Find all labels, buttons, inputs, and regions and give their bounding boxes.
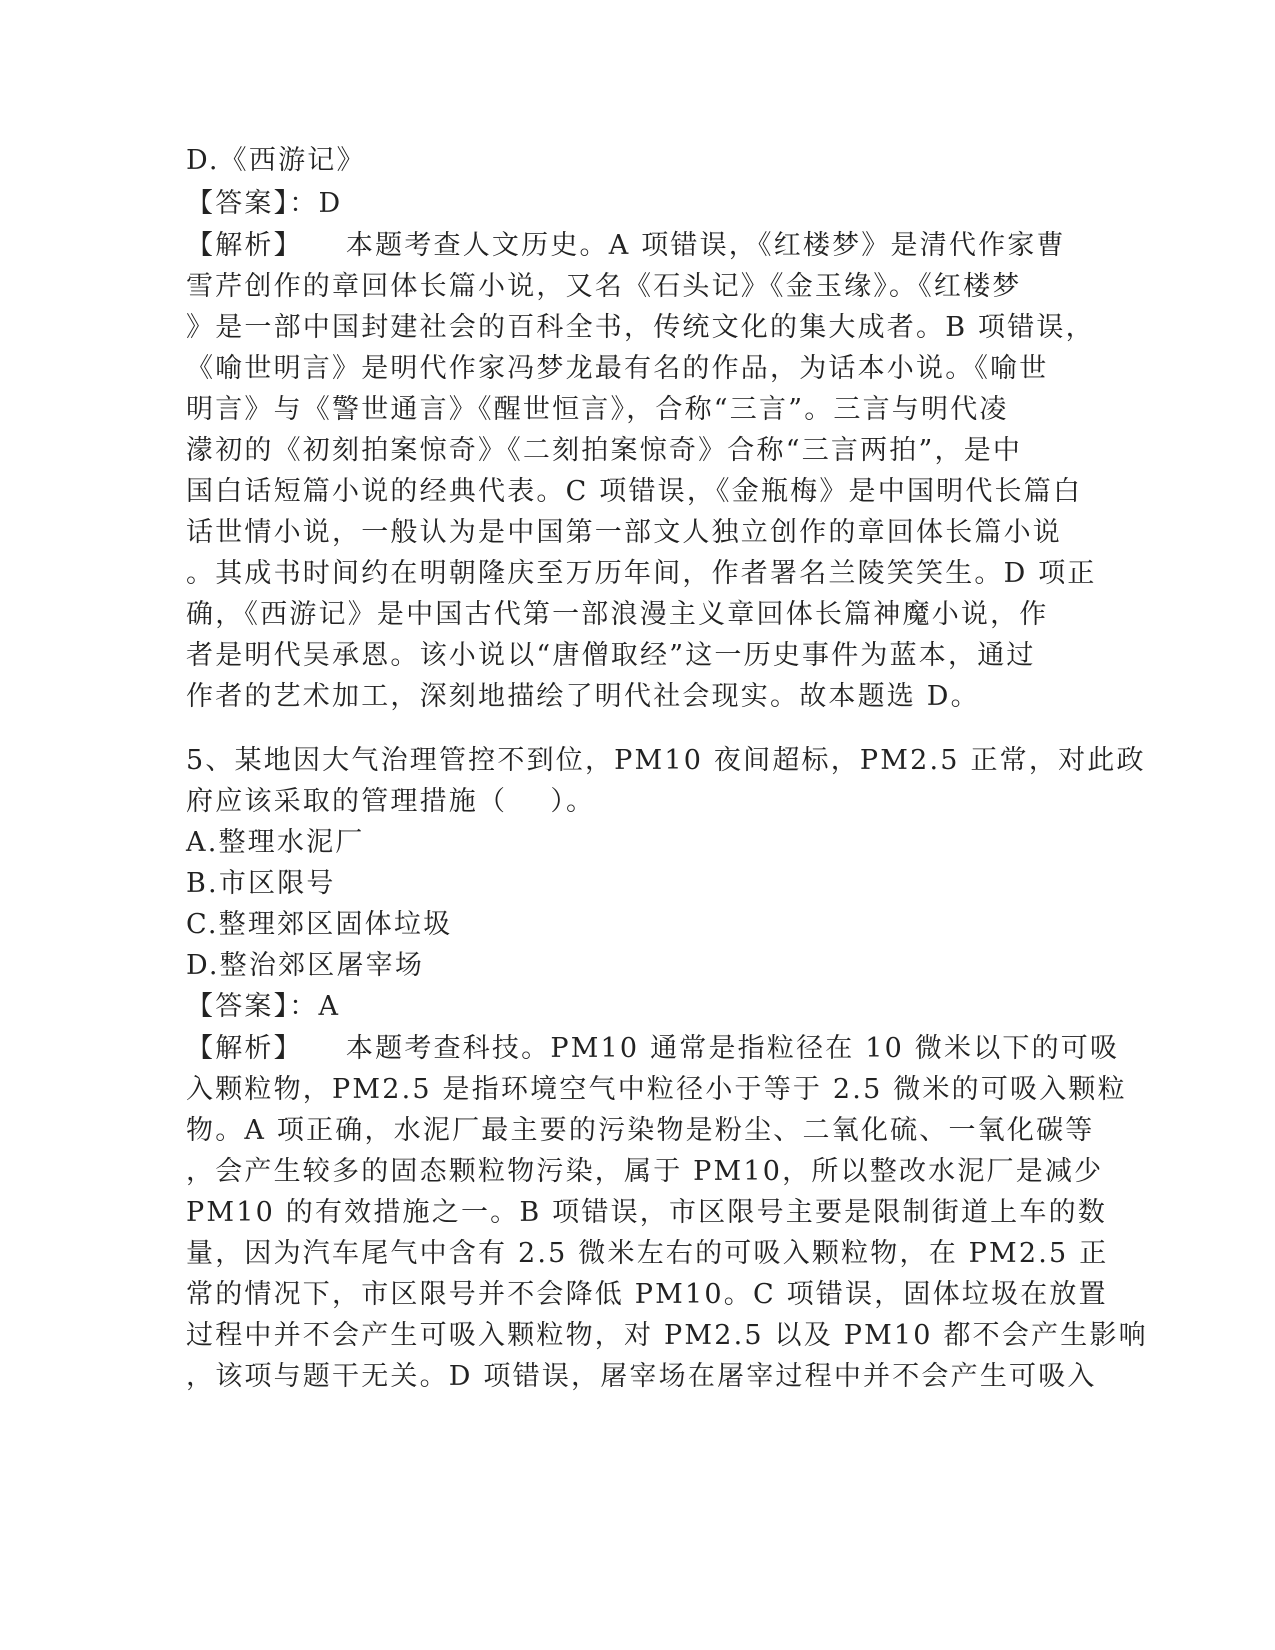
option-a-text: A.整理水泥厂 [186,827,365,858]
answer-label: 【答案】：A [186,991,341,1022]
question-text: 5、某地因大气治理管控不到位，PM10 夜间超标，PM2.5 正常，对此政 [186,745,1146,776]
analysis-line: 【解析】 本题考查科技。PM10 通常是指粒径在 10 微米以下的可吸 [186,1033,1120,1064]
analysis-line: 常的情况下，市区限号并不会降低 PM10。C 项错误，固体垃圾在放置 [186,1279,1108,1310]
option-c-text: C.整理郊区固体垃圾 [186,909,453,940]
answer-label: 【答案】：D [186,188,343,219]
analysis-line: 国白话短篇小说的经典代表。C 项错误，《金瓶梅》是中国明代长篇白 [186,476,1083,507]
analysis-line: 《喻世明言》是明代作家冯梦龙最有名的作品，为话本小说。《喻世 [186,353,1049,384]
analysis-line: 确，《西游记》是中国古代第一部浪漫主义章回体长篇神魔小说，作 [186,599,1049,630]
analysis-line: 。其成书时间约在明朝隆庆至万历年间，作者署名兰陵笑笑生。D 项正 [186,558,1097,589]
analysis-line: 物。A 项正确，水泥厂最主要的污染物是粉尘、二氧化硫、一氧化碳等 [186,1115,1095,1146]
analysis-line: ，会产生较多的固态颗粒物污染，属于 PM10，所以整改水泥厂是减少 [186,1156,1104,1187]
analysis-line: 濛初的《初刻拍案惊奇》《二刻拍案惊奇》合称“三言两拍”，是中 [186,435,1023,466]
analysis-line: 【解析】 本题考查人文历史。A 项错误，《红楼梦》是清代作家曹 [186,230,1066,261]
analysis-line: 者是明代吴承恩。该小说以“唐僧取经”这一历史事件为蓝本，通过 [186,640,1036,671]
option-d-text: D.《西游记》 [186,145,366,176]
analysis-line: 明言》与《警世通言》《醒世恒言》，合称“三言”。三言与明代凌 [186,394,1009,425]
analysis-line: 》是一部中国封建社会的百科全书，传统文化的集大成者。B 项错误， [186,312,1095,343]
analysis-line: PM10 的有效措施之一。B 项错误，市区限号主要是限制街道上车的数 [186,1197,1107,1228]
analysis-line: 话世情小说，一般认为是中国第一部文人独立创作的章回体长篇小说 [186,517,1062,548]
analysis-line: 入颗粒物，PM2.5 是指环境空气中粒径小于等于 2.5 微米的可吸入颗粒 [186,1074,1127,1105]
analysis-line: 雪芹创作的章回体长篇小说，又名《石头记》《金玉缘》。《红楼梦 [186,271,1022,302]
analysis-line: ，该项与题干无关。D 项错误，屠宰场在屠宰过程中并不会产生可吸入 [186,1361,1097,1392]
option-d-text: D.整治郊区屠宰场 [186,950,425,981]
question-text: 府应该采取的管理措施（ ）。 [186,786,596,817]
analysis-line: 过程中并不会产生可吸入颗粒物，对 PM2.5 以及 PM10 都不会产生影响 [186,1320,1148,1351]
option-b-text: B.市区限号 [186,868,336,899]
analysis-line: 量，因为汽车尾气中含有 2.5 微米左右的可吸入颗粒物，在 PM2.5 正 [186,1238,1109,1269]
analysis-line: 作者的艺术加工，深刻地描绘了明代社会现实。故本题选 D。 [186,681,980,712]
